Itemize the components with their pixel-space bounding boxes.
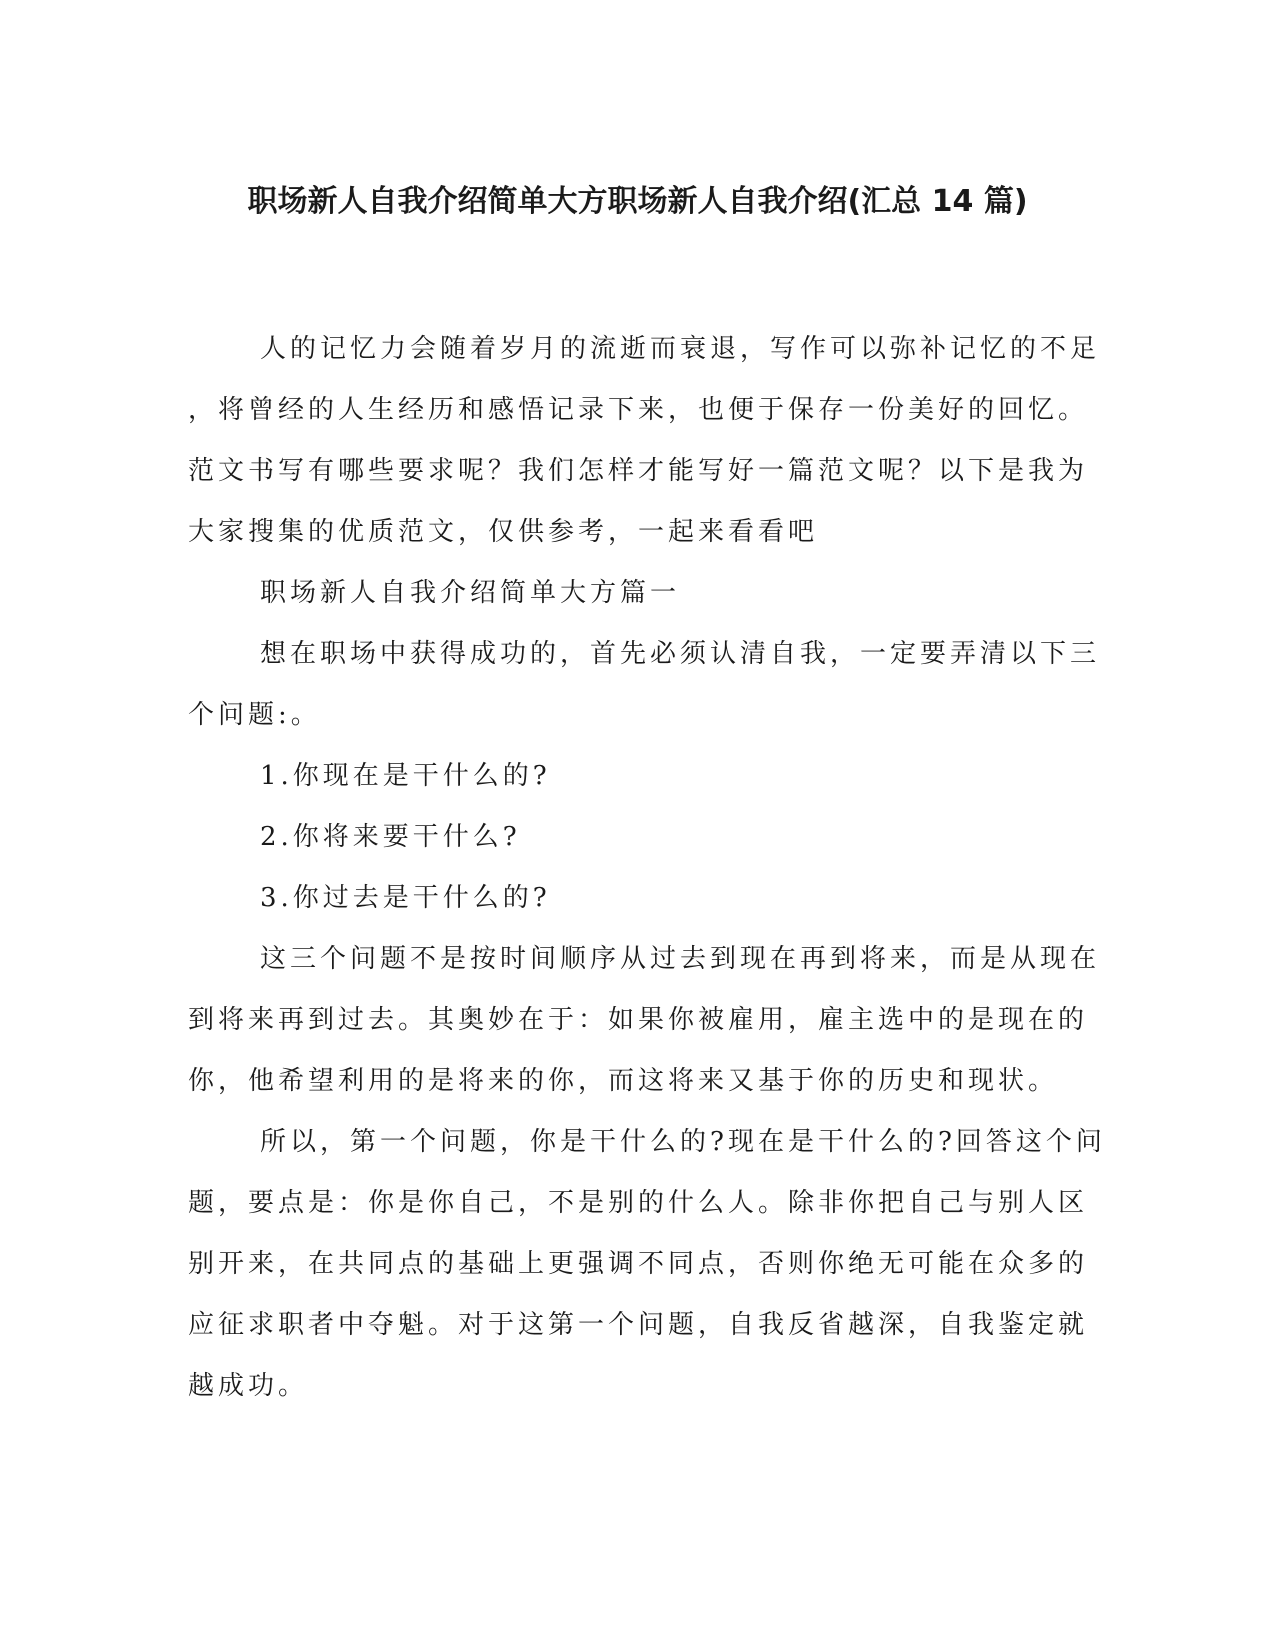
paragraph-line: 别开来，在共同点的基础上更强调不同点，否则你绝无可能在众多的 bbox=[188, 1249, 1089, 1279]
document-body bbox=[188, 319, 1106, 1417]
paragraph-line: 越成功。 bbox=[188, 1371, 309, 1401]
paragraph-line: 到将来再到过去。其奥妙在于：如果你被雇用，雇主选中的是现在的 bbox=[188, 1005, 1089, 1035]
paragraph-line: 想在职场中获得成功的，首先必须认清自我，一定要弄清以下三 bbox=[260, 639, 1101, 669]
section-heading: 职场新人自我介绍简单大方篇一 bbox=[260, 578, 681, 608]
paragraph-line: 大家搜集的优质范文，仅供参考，一起来看看吧 bbox=[188, 517, 819, 547]
list-item: 3.你过去是干什么的? bbox=[260, 883, 551, 913]
list-item: 1.你现在是干什么的? bbox=[260, 761, 551, 791]
paragraph-line: ，将曾经的人生经历和感悟记录下来，也便于保存一份美好的回忆。 bbox=[188, 395, 1089, 425]
paragraph-line: 个问题:。 bbox=[188, 700, 321, 730]
paragraph-line: 范文书写有哪些要求呢？我们怎样才能写好一篇范文呢？以下是我为 bbox=[188, 456, 1089, 486]
paragraph-line: 你，他希望利用的是将来的你，而这将来又基于你的历史和现状。 bbox=[188, 1066, 1059, 1096]
document-title: 职场新人自我介绍简单大方职场新人自我介绍(汇总 14 篇) bbox=[247, 184, 1028, 219]
paragraph-line: 题，要点是：你是你自己，不是别的什么人。除非你把自己与别人区 bbox=[188, 1188, 1089, 1218]
paragraph-line: 应征求职者中夺魁。对于这第一个问题，自我反省越深，自我鉴定就 bbox=[188, 1310, 1089, 1340]
paragraph-line: 所以，第一个问题，你是干什么的?现在是干什么的?回答这个问 bbox=[260, 1127, 1106, 1157]
paragraph-line: 人的记忆力会随着岁月的流逝而衰退，写作可以弥补记忆的不足 bbox=[260, 334, 1101, 364]
paragraph-line: 这三个问题不是按时间顺序从过去到现在再到将来，而是从现在 bbox=[260, 944, 1101, 974]
list-item: 2.你将来要干什么? bbox=[260, 822, 521, 852]
